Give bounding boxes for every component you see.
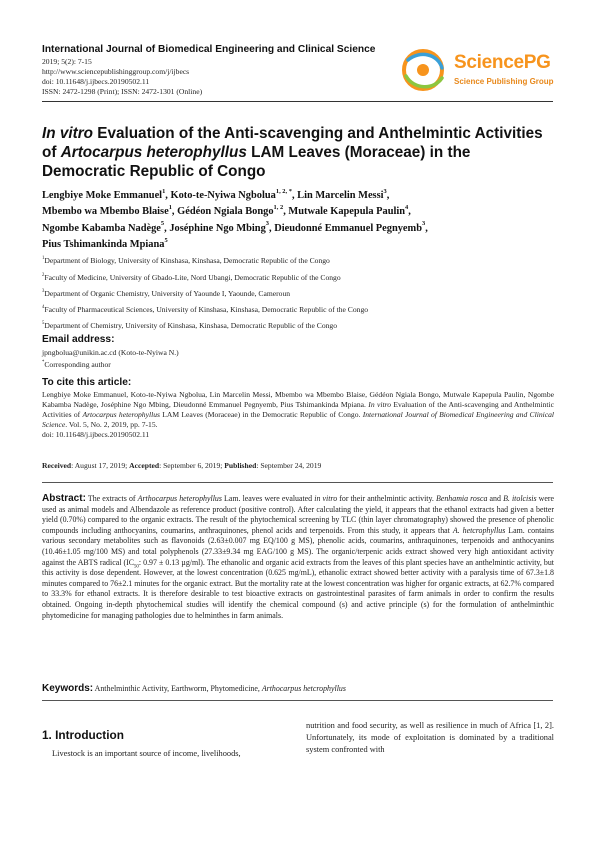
introduction-heading: 1. Introduction bbox=[42, 728, 124, 742]
corresponding-author-note: *Corresponding author bbox=[42, 360, 111, 369]
email-heading: Email address: bbox=[42, 334, 115, 345]
citation-doi[interactable]: doi: 10.11648/j.ijbecs.20190502.11 bbox=[42, 430, 150, 440]
author: Lin Marcelin Messi$^3$, bbox=[297, 187, 390, 201]
affiliation: $^2$Faculty of Medicine, University of Gbado-Lite, Nord Ubangi, Democratic Republic of the Congo bbox=[42, 273, 341, 282]
title-italic-1: In vitro bbox=[42, 125, 93, 142]
publisher-logo-title: SciencePG bbox=[454, 52, 551, 73]
journal-doi[interactable]: doi: 10.11648/j.ijbecs.20190502.11 bbox=[42, 77, 150, 86]
publisher-logo bbox=[398, 46, 558, 92]
article-title bbox=[42, 124, 554, 181]
keywords-bottom-rule bbox=[42, 700, 553, 701]
keywords-label: Keywords: bbox=[42, 683, 94, 694]
affiliation: $^1$Department of Biology, University of Kinshasa, Kinshasa, Democratic Republic of the Congo bbox=[42, 256, 330, 265]
keywords: Keywords: Anthelminthic Activity, Earthworm, Phytomedicine, Arthocarpus hetcrophyllus bbox=[42, 683, 346, 694]
email-address[interactable]: jpngbolua@unikin.ac.cd (Koto-te-Nyiwa N.) bbox=[42, 348, 179, 357]
abstract: Abstract: The extracts of Arthocarpus heterophyllus Lam. leaves were evaluated in vitro for their anthelmintic activity. Benhamia rosca and B. itolcisis were used as animal models and Albendazole as reference product (positive control). After calculating the yield, it appears that the ethanol extracts had given a better yield (0.70%) compared to the organic extracts. The result of the phytochemical screening by TLC (thin layer chromatography) showed the presence of phenolic compounds including anthocyanins, coumarins, anthraquinones, phenol acids and terpenoids. From this study, it appears that A. hetcrophyllus Lam. contains various secondary metabolites such as flavonoids (2.63±0.007 mg EQ/100 g MS), phenolic acids, coumarins, anthraquinones, terpenoids and anthocyanins (10.46±1.05 mg/100 MS) and total polyphenols (27.33±9.34 mg EAG/100 g MS). The organic/terpenic acids extract showed very high antioxidant activity against the ABTS radical ($IC_{50}$: 0.97 ± 0.13 µg/ml). The ethanolic and organic acid extracts from the leaves of this plant species have an anthelmintic activity, but this activity is dose dependent. However, at the lowest concentration (0.625 mg/mL), ethanolic extract showed better activity with a paralysis time of 67.3±1.8 minutes compared to 76±2.1 minutes for the organic extract. But the mortality rate at the lowest concentration was higher for organic extracts, at 62.7% compared to 33.3% for ethanol extracts. It is therefore desirable to test bioactive extracts on gastrointestinal parasites of farm animals in order to confirm the results obtained. Ongoing in-depth phytochemical studies will identify the chemical compound (s) and active principle (s) for the formulation of anthelminthic phytomedicine for managing pathologies due to helminthes in farm animals. bbox=[42, 493, 555, 620]
title-part-1: Evaluation of the Anti-scavenging and Anthelmintic Activities of bbox=[42, 125, 543, 161]
header-rule bbox=[42, 101, 553, 102]
author: Dieudonné Emmanuel Pegnyemb$^3$, bbox=[274, 220, 428, 234]
author-list bbox=[42, 188, 562, 253]
article-dates: Received: August 17, 2019; Accepted: September 6, 2019; Published: September 24, 2019 bbox=[42, 461, 322, 470]
abstract-top-rule bbox=[42, 482, 553, 483]
journal-issn: ISSN: 2472-1298 (Print); ISSN: 2472-1301 (Online) bbox=[42, 87, 203, 96]
affiliation: $^3$Department of Organic Chemistry, University of Yaounde I, Yaounde, Cameroun bbox=[42, 289, 291, 298]
author: Mutwale Kapepula Paulin$^4$, bbox=[288, 204, 411, 218]
title-part-2: LAM Leaves (Moraceae) in the Democratic Republic of Congo bbox=[42, 144, 471, 180]
journal-url[interactable]: http://www.sciencepublishinggroup.com/j/ijbecs bbox=[42, 67, 190, 76]
affiliation: $^4$Faculty of Pharmaceutical Sciences, University of Kinshasa, Kinshasa, Democratic Republic of the Congo bbox=[42, 305, 369, 314]
author: Gédéon Ngiala Bongo$^{1, 2}$, bbox=[177, 204, 289, 218]
journal-name: International Journal of Biomedical Engineering and Clinical Science bbox=[42, 44, 376, 55]
cite-heading: To cite this article: bbox=[42, 377, 132, 388]
author: Koto-te-Nyiwa Ngbolua$^{1, 2, *}$, bbox=[170, 187, 298, 201]
affiliation: $^5$Department of Chemistry, University of Kinshasa, Kinshasa, Democratic Republic of the Congo bbox=[42, 321, 338, 330]
author: Lengbiye Moke Emmanuel$^1$, bbox=[42, 187, 171, 201]
author: Mbembo wa Mbembo Blaise$^1$, bbox=[42, 204, 178, 218]
citation-text: Lengbiye Moke Emmanuel, Koto-te-Nyiwa Ngbolua, Lin Marcelin Messi, Mbembo wa Mbembo Blaise, Gédéon Ngiala Bongo, Mutwale Kapepula Paulin, Ngombe Kabamba Nadège, Joséphine Ngo Mbing, Dieudonné Emmanuel Pegnyemb, Pius Tshimankinda Mpiana. In vitro Evaluation of the Anti-scavenging and Anthelmintic Activities of Artocarpus heterophyllus LAM Leaves (Moraceae) in the Democratic Republic of Congo. International Journal of Biomedical Engineering and Clinical Science. Vol. 5, No. 2, 2019, pp. 7-15. doi: 10.11648/j.ijbecs.20190502.11 bbox=[42, 390, 554, 440]
author: Joséphine Ngo Mbing$^3$, bbox=[169, 220, 275, 234]
abstract-label: Abstract: bbox=[42, 493, 86, 504]
sciencepg-swirl-logo-icon bbox=[398, 46, 452, 92]
intro-left-column: Livestock is an important source of income, livelihoods, bbox=[52, 749, 241, 758]
journal-year-volume: 2019; 5(2): 7-15 bbox=[42, 57, 92, 66]
intro-right-column: nutrition and food security, as well as resilience in much of Africa [1, 2]. Unfortunately, its mode of exploitation is dominated by a traditional system confronted with bbox=[306, 721, 554, 755]
author: Ngombe Kabamba Nadège$^5$, bbox=[42, 220, 170, 234]
author: Pius Tshimankinda Mpiana$^5$ bbox=[42, 236, 168, 250]
title-italic-2: Artocarpus heterophyllus bbox=[60, 144, 247, 161]
publisher-logo-subtitle: Science Publishing Group bbox=[454, 77, 554, 86]
